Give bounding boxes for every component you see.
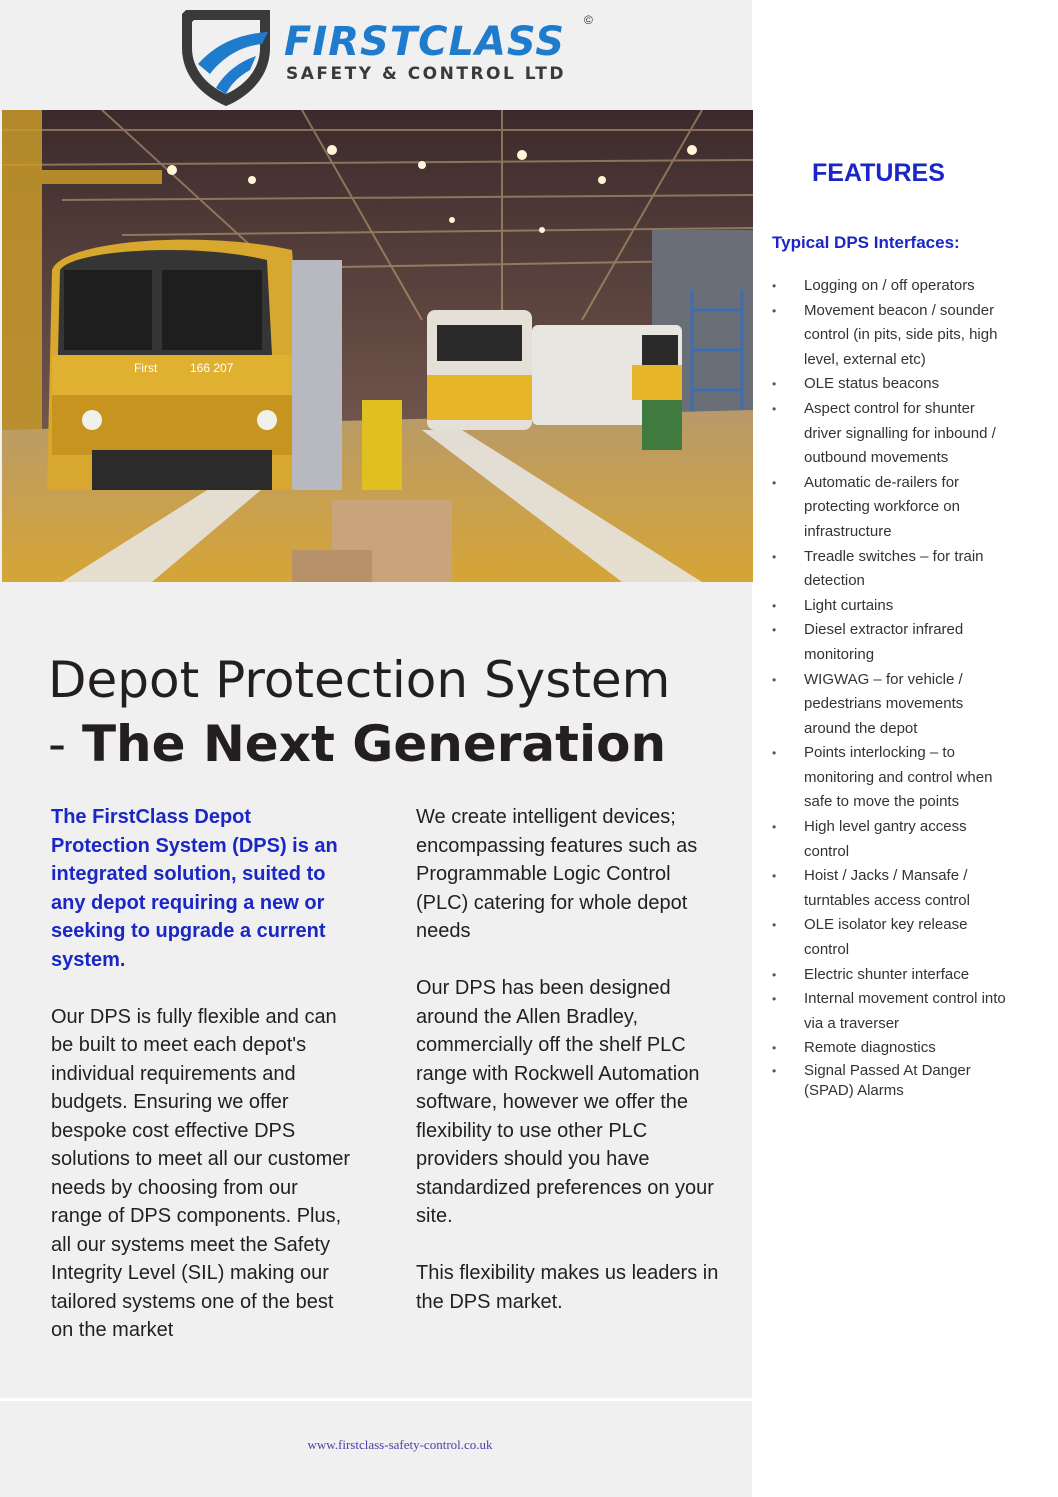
bullet-icon: • — [772, 377, 777, 392]
hero-photo — [2, 110, 753, 582]
list-item: • OLE status beacons — [772, 372, 1012, 397]
body-paragraph: We create intelligent devices; encompassing features such as Programmable Logic Control (PLC) catering for whole depot needs — [416, 806, 698, 942]
footer-divider — [0, 1398, 752, 1401]
bullet-icon: • — [772, 598, 777, 613]
body-column-right — [416, 803, 726, 1316]
bullet-icon: • — [772, 303, 777, 318]
bullet-icon: • — [772, 820, 777, 835]
body-column-left — [51, 803, 351, 1345]
depot-illustration — [2, 110, 753, 582]
list-item: • Points interlocking – to monitoring and control when safe to move the points — [772, 741, 1012, 815]
bullet-icon: • — [772, 967, 777, 982]
title-line-1: Depot Protection System — [48, 651, 671, 709]
list-item: • Remote diagnostics — [772, 1036, 1012, 1061]
company-logo — [176, 4, 606, 108]
bullet-icon: • — [772, 1064, 777, 1078]
bullet-icon: • — [772, 918, 777, 933]
logo-subtitle: SAFETY & CONTROL LTD — [286, 64, 566, 84]
list-item: • Movement beacon / sounder control (in pits, side pits, high level, external etc) — [772, 299, 1012, 373]
features-list — [772, 274, 1012, 1101]
train-number: 166 207 — [190, 361, 234, 375]
bullet-icon: • — [772, 869, 777, 884]
bullet-icon: • — [772, 1041, 777, 1056]
bullet-icon: • — [772, 279, 777, 293]
list-item: • Internal movement control into via a traverser — [772, 987, 1012, 1036]
features-subheading: Typical DPS Interfaces: — [772, 233, 960, 252]
website-link[interactable]: www.firstclass-safety-control.co.uk — [307, 1437, 493, 1452]
list-item: • Diesel extractor infrared monitoring — [772, 618, 1012, 667]
lead-paragraph: The FirstClass Depot Protection System (DPS) is an integrated solution, suited to any depot requiring a new or seeking to upgrade a current system. — [51, 806, 338, 971]
bullet-icon: • — [772, 549, 777, 564]
body-paragraph: Our DPS has been designed around the Allen Bradley, commercially off the shelf PLC range with Rockwell Automation software, however we offer the flexibility to use other PLC providers should you have standardized preferences on your site. — [416, 977, 714, 1227]
body-paragraph: Our DPS is fully flexible and can be built to meet each depot's individual requirements and budgets. Ensuring we offer bespoke cost effective DPS solutions to meet all our customer needs by choosing from our range of DPS components. Plus, all our systems meet the Safety Integrity Level (SIL) making our tailored systems one of the best on the market — [51, 1005, 351, 1341]
bullet-icon: • — [772, 672, 777, 687]
title-dash: - — [48, 715, 82, 773]
list-item: • Automatic de-railers for protecting workforce on infrastructure — [772, 471, 1012, 545]
list-item: • Treadle switches – for train detection — [772, 545, 1012, 594]
bullet-icon: • — [772, 401, 777, 416]
list-item: • OLE isolator key release control — [772, 913, 1012, 962]
list-item: • Aspect control for shunter driver signalling for inbound / outbound movements — [772, 397, 1012, 471]
copyright-mark: © — [584, 13, 593, 27]
bullet-icon: • — [772, 623, 777, 638]
bullet-icon: • — [772, 475, 777, 490]
shield-icon — [176, 4, 276, 108]
page-title — [48, 648, 748, 776]
body-paragraph: This flexibility makes us leaders in the DPS market. — [416, 1262, 719, 1313]
list-item: • Hoist / Jacks / Mansafe / turntables access control — [772, 864, 1012, 913]
title-line-2 — [48, 712, 748, 776]
features-heading: FEATURES — [812, 159, 945, 187]
title-emphasis: The Next Generation — [81, 715, 667, 773]
logo-wordmark: FIRSTCLASS — [284, 19, 566, 65]
train-front-text: First — [134, 361, 158, 375]
list-item: • Signal Passed At Danger (SPAD) Alarms — [772, 1062, 971, 1099]
bullet-icon: • — [772, 746, 777, 761]
list-item: • Logging on / off operators — [772, 274, 1012, 299]
list-item: • WIGWAG – for vehicle / pedestrians movements around the depot — [772, 668, 1012, 742]
list-item: • High level gantry access control — [772, 815, 1012, 864]
list-item: • Electric shunter interface — [772, 963, 1012, 988]
bullet-icon: • — [772, 992, 777, 1007]
list-item: • Light curtains — [772, 594, 1012, 619]
